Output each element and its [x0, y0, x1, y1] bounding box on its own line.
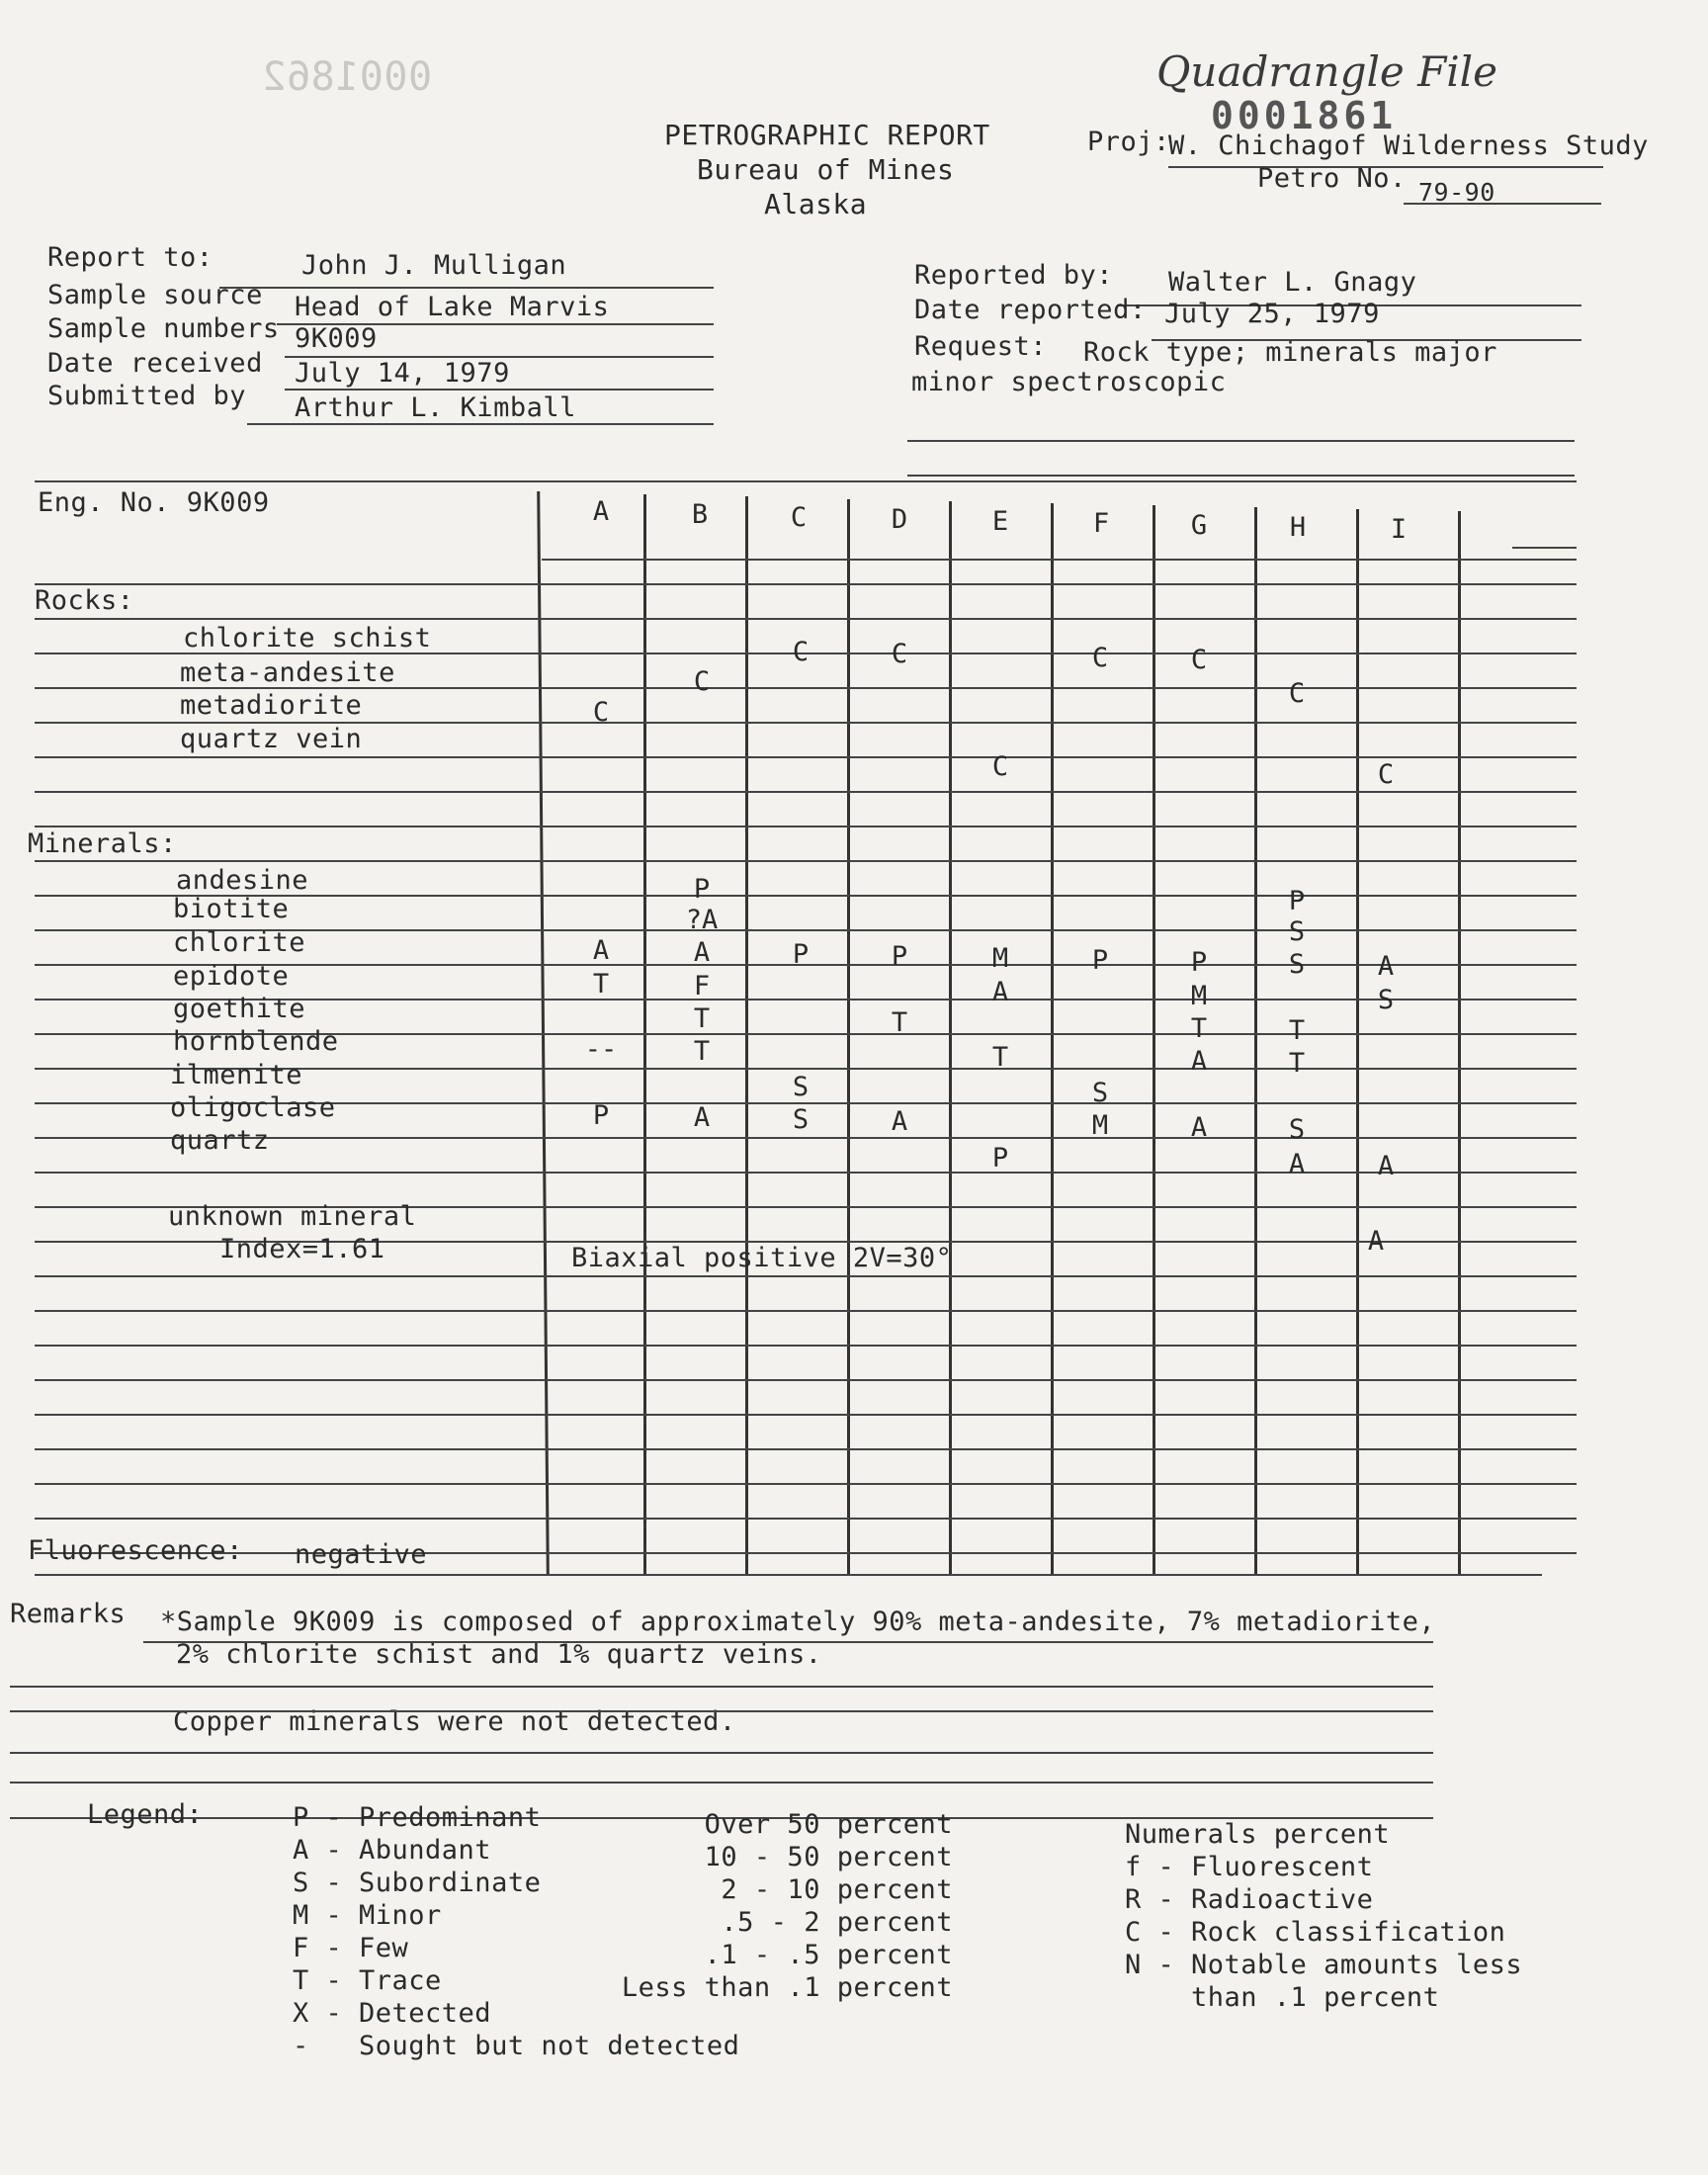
handwritten-note: Quadrangle File	[1156, 47, 1497, 96]
date-received-label: Date received	[47, 348, 263, 379]
remarks-rule	[143, 1641, 1433, 1643]
mineral-cell: ?A	[685, 905, 719, 935]
unknown-mineral-note: Biaxial positive 2V=30°	[571, 1243, 953, 1273]
fluorescence-label: Fluorescence:	[28, 1535, 243, 1566]
row-line	[35, 791, 1577, 793]
legend-code: P - Predominant	[293, 1802, 542, 1833]
submitted-by-underline	[247, 423, 714, 425]
mineral-cell: M	[991, 943, 1009, 974]
mineral-cell: P	[991, 1143, 1009, 1174]
mineral-cell: S	[1288, 1114, 1306, 1145]
mineral-cell: T	[891, 1007, 908, 1038]
row-line	[35, 1552, 1577, 1554]
report-to-underline	[219, 287, 714, 289]
legend-range: Less than .1 percent	[621, 1972, 953, 2003]
mineral-cell: T	[1288, 1015, 1306, 1046]
sample-numbers-label: Sample numbers	[47, 313, 280, 344]
date-reported-label: Date reported:	[914, 295, 1147, 325]
rock-cell: C	[991, 751, 1009, 782]
mineral-name: hornblende	[173, 1026, 339, 1057]
mineral-cell: P	[1190, 947, 1208, 978]
mineral-cell: A	[1288, 1149, 1306, 1179]
mineral-cell: M	[1190, 981, 1208, 1011]
unknown-mineral-label: unknown mineral	[168, 1201, 417, 1232]
date-received-underline	[285, 389, 714, 391]
rock-cell: C	[792, 637, 810, 667]
mineral-cell: S	[1288, 949, 1306, 980]
mineral-cell: A	[1377, 951, 1395, 982]
mineral-cell: P	[693, 874, 711, 905]
date-received-value: July 14, 1979	[295, 358, 510, 389]
rock-cell: C	[1190, 645, 1208, 675]
mineral-cell: A	[693, 937, 711, 968]
legend-code: X - Detected	[293, 1998, 492, 2029]
rock-cell: C	[592, 697, 610, 728]
legend-note: f - Fluorescent	[1125, 1852, 1374, 1882]
mineral-cell: A	[1190, 1112, 1208, 1143]
col-header-f: F	[1092, 508, 1110, 539]
petro-value: 79-90	[1418, 178, 1495, 207]
rock-cell: C	[891, 639, 908, 669]
remarks-rule	[10, 1686, 1433, 1688]
unknown-mineral-index: Index=1.61	[219, 1234, 385, 1264]
mineral-cell: P	[1288, 886, 1306, 916]
col-header-g: G	[1190, 510, 1208, 541]
remarks-rule	[10, 1782, 1433, 1784]
mineral-name: oligoclase	[170, 1092, 336, 1123]
legend-note: R - Radioactive	[1125, 1884, 1374, 1915]
row-line	[35, 1448, 1577, 1450]
rock-name: metadiorite	[180, 690, 363, 721]
legend-code: - Sought but not detected	[293, 2031, 740, 2061]
sample-source-value: Head of Lake Marvis	[295, 292, 610, 322]
reported-by-value: Walter L. Gnagy	[1168, 267, 1417, 298]
mineral-name: biotite	[173, 894, 290, 924]
col-header-c: C	[790, 502, 808, 533]
mineral-cell: A	[891, 1106, 908, 1137]
legend-range: .1 - .5 percent	[704, 1940, 953, 1970]
row-line	[1512, 547, 1577, 549]
legend-note: C - Rock classification	[1125, 1917, 1506, 1948]
mineral-cell: S	[1091, 1078, 1109, 1108]
remarks-line-1: *Sample 9K009 is composed of approximately 90% meta-andesite, 7% metadiorite,	[160, 1607, 1436, 1637]
mineral-name: ilmenite	[170, 1060, 303, 1090]
row-line	[35, 1414, 1577, 1416]
reported-by-label: Reported by:	[914, 260, 1114, 291]
document-number-stamp: 0001861	[1211, 94, 1398, 137]
rock-cell: C	[1288, 678, 1306, 709]
mineral-name: quartz	[170, 1125, 270, 1156]
row-line	[35, 1518, 1577, 1520]
mineral-cell: P	[891, 941, 908, 972]
mineral-cell: P	[592, 1100, 610, 1131]
request-line-2: minor spectroscopic	[911, 367, 1227, 397]
mineral-cell: P	[792, 939, 810, 970]
unknown-mineral-value: A	[1367, 1226, 1385, 1257]
row-line	[35, 618, 1577, 620]
mineral-cell: --	[584, 1034, 618, 1065]
mineral-cell: A	[1190, 1046, 1208, 1077]
petro-underline	[1404, 203, 1601, 205]
report-to-value: John J. Mulligan	[301, 250, 567, 281]
remarks-rule	[10, 1710, 1433, 1712]
state-name: Alaska	[764, 188, 868, 220]
col-header-b: B	[691, 499, 709, 530]
rocks-label: Rocks:	[35, 585, 134, 616]
legend-note: N - Notable amounts less	[1125, 1950, 1523, 1980]
legend-note: Numerals percent	[1125, 1819, 1391, 1850]
report-title: PETROGRAPHIC REPORT	[664, 119, 990, 151]
rock-cell: C	[693, 666, 711, 697]
legend-code: F - Few	[293, 1933, 409, 1963]
mineral-cell: A	[991, 977, 1009, 1007]
mineral-cell: A	[693, 1102, 711, 1133]
col-header-d: D	[891, 504, 908, 535]
faint-stamp: 0001862	[262, 54, 433, 100]
legend-code: S - Subordinate	[293, 1868, 542, 1898]
legend-code: M - Minor	[293, 1900, 442, 1931]
col-line	[745, 496, 748, 1574]
row-line	[35, 1310, 1577, 1312]
mineral-cell: T	[1190, 1013, 1208, 1044]
remarks-rule	[10, 1752, 1433, 1754]
col-header-h: H	[1289, 512, 1307, 543]
row-line	[35, 860, 1577, 862]
legend-code: T - Trace	[293, 1965, 442, 1996]
col-header-i: I	[1390, 514, 1408, 545]
sample-numbers-value: 9K009	[295, 323, 378, 354]
mineral-name: goethite	[173, 994, 306, 1024]
mineral-cell: T	[592, 969, 610, 1000]
legend-range: 2 - 10 percent	[721, 1874, 953, 1905]
mineral-cell: T	[1288, 1048, 1306, 1079]
legend-note: than .1 percent	[1125, 1982, 1440, 2013]
legend-code: A - Abundant	[293, 1835, 492, 1866]
row-line	[35, 1379, 1577, 1381]
row-line	[35, 1345, 1577, 1347]
table-top-line	[35, 480, 1577, 482]
row-line	[35, 1172, 1577, 1174]
fluorescence-value: negative	[295, 1539, 428, 1570]
mineral-name: andesine	[176, 865, 309, 896]
legend-ranges	[593, 1809, 953, 2005]
legend-label: Legend:	[87, 1799, 204, 1830]
mineral-cell: S	[1377, 985, 1395, 1015]
mineral-cell: S	[792, 1104, 810, 1135]
mineral-cell: F	[693, 971, 711, 1001]
legend-right	[1125, 1819, 1522, 2015]
request-blank-line-1	[907, 440, 1575, 442]
row-line	[35, 826, 1577, 827]
proj-value: W. Chichagof Wilderness Study	[1168, 130, 1649, 161]
mineral-cell: A	[592, 935, 610, 966]
rock-cell: C	[1377, 759, 1395, 790]
row-line	[35, 1275, 1577, 1277]
petro-label: Petro No.	[1257, 163, 1407, 194]
mineral-cell: T	[693, 1036, 711, 1067]
rock-name: chlorite schist	[183, 623, 432, 653]
request-blank-line-2	[907, 475, 1575, 477]
row-line	[35, 1574, 1542, 1576]
rock-cell: C	[1091, 643, 1109, 673]
rock-name: quartz vein	[180, 724, 363, 754]
proj-label: Proj:	[1087, 127, 1170, 157]
row-line	[35, 583, 1577, 585]
minerals-label: Minerals:	[28, 828, 177, 859]
request-line-1: Rock type; minerals major	[1083, 337, 1497, 368]
submitted-by-value: Arthur L. Kimball	[295, 392, 576, 423]
agency-name: Bureau of Mines	[697, 153, 955, 186]
legend-range: .5 - 2 percent	[721, 1907, 953, 1938]
date-reported-value: July 25, 1979	[1164, 299, 1380, 329]
row-line	[35, 1483, 1577, 1485]
sample-source-label: Sample source	[47, 280, 263, 310]
remarks-line-2: 2% chlorite schist and 1% quartz veins.	[176, 1639, 822, 1670]
remarks-line-3: Copper minerals were not detected.	[173, 1706, 736, 1737]
mineral-cell: M	[1091, 1110, 1109, 1141]
mineral-cell: S	[1288, 916, 1306, 947]
col-header-e: E	[991, 506, 1009, 537]
mineral-cell: T	[991, 1042, 1009, 1073]
col-line	[847, 499, 850, 1574]
request-label: Request:	[914, 331, 1048, 362]
mineral-cell: T	[693, 1003, 711, 1034]
row-line	[542, 559, 1577, 561]
rock-name: meta-andesite	[180, 657, 395, 688]
legend-range: Over 50 percent	[704, 1809, 953, 1840]
mineral-name: chlorite	[173, 927, 306, 958]
eng-number: Eng. No. 9K009	[38, 487, 270, 518]
mineral-cell: P	[1091, 945, 1109, 976]
mineral-cell: S	[792, 1072, 810, 1102]
mineral-name: epidote	[173, 961, 290, 992]
row-line	[35, 756, 1577, 758]
remarks-label: Remarks	[10, 1599, 127, 1629]
col-header-a: A	[592, 496, 610, 527]
report-to-label: Report to:	[47, 242, 214, 273]
mineral-cell: A	[1377, 1151, 1395, 1181]
legend-range: 10 - 50 percent	[704, 1842, 953, 1872]
submitted-by-label: Submitted by	[47, 381, 247, 411]
